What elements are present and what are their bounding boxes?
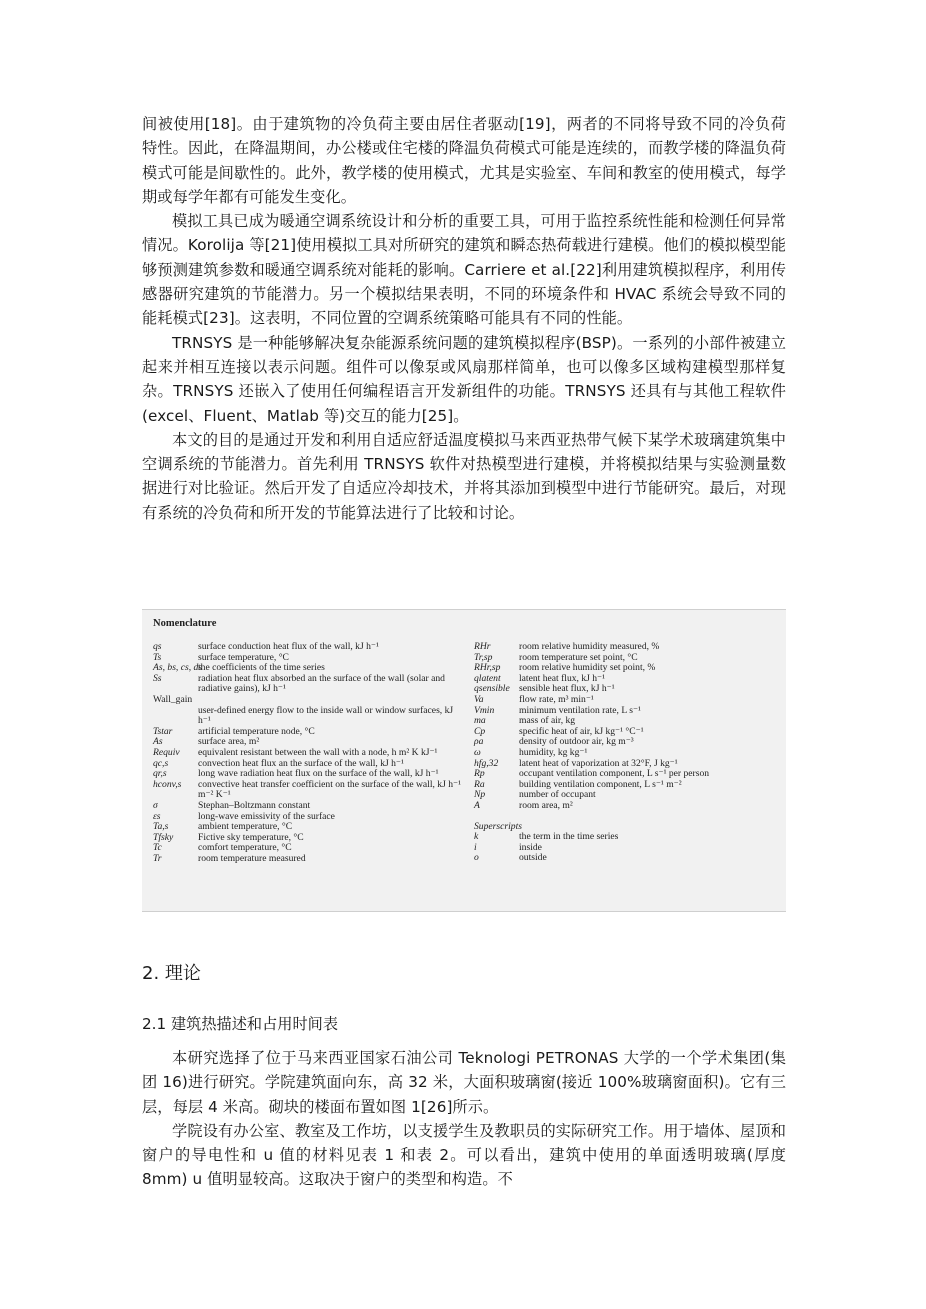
nomenclature-definition: density of outdoor air, kg m⁻³ <box>519 736 634 748</box>
nomenclature-definition: long-wave emissivity of the surface <box>198 810 335 822</box>
paragraph-3: TRNSYS 是一种能够解决复杂能源系统问题的建筑模拟程序(BSP)。一系列的小部件被建立起来并相互连接以表示问题。组件可以像泵或风扇那样简单，也可以像多区域构建模型那样复杂。TRNSYS 还嵌入了使用任何编程语言开发新组件的功能。TRNSYS 还具有与其他工程软件(excel、Fluent、Matlab 等)交互的能力[25]。 <box>142 333 786 425</box>
section-text-block <box>142 1046 786 1192</box>
nomenclature-symbol: Cp <box>474 725 486 737</box>
superscripts-list <box>474 832 779 864</box>
nomenclature-symbol: Rp <box>474 768 485 780</box>
nomenclature-symbol: hconv,s <box>153 778 182 790</box>
nomenclature-row <box>153 706 468 727</box>
nomenclature-definition: long wave radiation heat flux on the surface of the wall, kJ h⁻¹ <box>198 768 439 780</box>
nomenclature-row <box>474 695 779 706</box>
nomenclature-symbol: RHr <box>474 641 491 652</box>
nomenclature-definition: specific heat of air, kJ kg⁻¹ °C⁻¹ <box>519 725 644 737</box>
nomenclature-symbol: As <box>153 736 163 748</box>
nomenclature-definition: the term in the time series <box>519 831 619 843</box>
nomenclature-definition: room temperature measured <box>198 852 306 864</box>
nomenclature-symbol: Requiv <box>153 746 180 758</box>
nomenclature-definition: Fictive sky temperature, °C <box>198 831 304 843</box>
nomenclature-symbol: Va <box>474 693 484 705</box>
nomenclature-row <box>153 854 468 865</box>
nomenclature-symbol: ω <box>474 746 481 758</box>
nomenclature-definition: room relative humidity measured, % <box>519 641 660 652</box>
nomenclature-symbol: RHr,sp <box>474 662 501 674</box>
nomenclature-row <box>474 748 779 759</box>
nomenclature-symbol: As, bs, cs, ds <box>153 662 203 674</box>
nomenclature-symbol: k <box>474 831 479 843</box>
nomenclature-definition: user-defined energy flow to the inside wall or window surfaces, kJ h⁻¹ <box>198 704 454 727</box>
nomenclature-symbol: qsensible <box>474 683 510 695</box>
nomenclature-symbol: qc,s <box>153 757 169 769</box>
nomenclature-definition: ambient temperature, °C <box>198 821 293 833</box>
nomenclature-left-column <box>153 642 468 864</box>
section-heading: 2. 理论 <box>142 963 201 984</box>
paragraph-2: 模拟工具已成为暖通空调系统设计和分析的重要工具，可用于监控系统性能和检测任何异常情况。Korolija 等[21]使用模拟工具对所研究的建筑和瞬态热荷载进行建模。他们的模拟模型能够预测建筑参数和暖通空调系统对能耗的影响。Carriere et al.[22]利用建筑模拟程序，利用传感器研究建筑的节能潜力。另一个模拟结果表明，不同的环境条件和 HVAC 系统会导致不同的能耗模式[23]。这表明，不同位置的空调系统策略可能具有不同的性能。 <box>142 212 786 328</box>
nomenclature-symbol: Ra <box>474 778 485 790</box>
superscripts-title: Superscripts <box>474 820 522 832</box>
nomenclature-symbol: Vmin <box>474 704 495 716</box>
nomenclature-definition: occupant ventilation component, L s⁻¹ per person <box>519 768 710 780</box>
nomenclature-definition: room temperature set point, °C <box>519 651 638 663</box>
nomenclature-definition: flow rate, m³ min⁻¹ <box>519 693 594 705</box>
nomenclature-definition: convection heat flux an the surface of the wall, kJ h⁻¹ <box>198 757 404 769</box>
nomenclature-row <box>474 642 779 653</box>
nomenclature-symbol: σ <box>153 799 158 811</box>
nomenclature-symbol: o <box>474 852 479 864</box>
nomenclature-definition: building ventilation component, L s⁻¹ m⁻² <box>519 778 682 790</box>
nomenclature-symbol: Tstar <box>153 725 173 737</box>
nomenclature-definition: the coefficients of the time series <box>198 662 325 674</box>
nomenclature-symbol: Wall_gain <box>153 693 193 705</box>
nomenclature-symbol: Tfsky <box>153 831 174 843</box>
nomenclature-symbol: ma <box>474 715 486 727</box>
nomenclature-definition: Stephan–Boltzmann constant <box>198 799 311 811</box>
nomenclature-symbol: ρa <box>474 736 484 748</box>
nomenclature-definition: outside <box>519 852 547 864</box>
nomenclature-row <box>153 801 468 812</box>
paragraph-1: 间被使用[18]。由于建筑物的冷负荷主要由居住者驱动[19]，两者的不同将导致不同的冷负荷特性。因此，在降温期间，办公楼或住宅楼的降温负荷模式可能是连续的，而教学楼的降温负荷模式可能是间歇性的。此外，教学楼的使用模式，尤其是实验室、车间和教室的使用模式，每学期或每学年都有可能发生变化。 <box>142 115 786 206</box>
nomenclature-symbol: Ss <box>153 672 162 684</box>
nomenclature-definition: equivalent resistant between the wall with a node, h m² K kJ⁻¹ <box>198 746 438 758</box>
nomenclature-definition: sensible heat flux, kJ h⁻¹ <box>519 683 615 695</box>
nomenclature-definition: mass of air, kg <box>519 715 576 727</box>
nomenclature-row <box>153 780 468 801</box>
nomenclature-definition: number of occupant <box>519 789 596 801</box>
nomenclature-symbol: qlatent <box>474 672 501 684</box>
nomenclature-definition: humidity, kg kg⁻¹ <box>519 746 588 758</box>
nomenclature-definition: artificial temperature node, °C <box>198 725 315 737</box>
nomenclature-definition: comfort temperature, °C <box>198 842 292 854</box>
nomenclature-definition: room area, m² <box>519 799 573 811</box>
nomenclature-definition: radiation heat flux absorbed an the surface of the wall (solar and radiative gains), kJ h⁻¹ <box>198 672 445 695</box>
nomenclature-definition: latent heat of vaporization at 32°F, J kg⁻¹ <box>519 757 678 769</box>
nomenclature-row <box>474 853 779 864</box>
nomenclature-symbol: hfg,32 <box>474 757 499 769</box>
nomenclature-symbol: qr,s <box>153 768 167 780</box>
sub-heading: 2.1 建筑热描述和占用时间表 <box>142 1015 339 1033</box>
nomenclature-row <box>153 695 468 706</box>
nomenclature-row <box>474 801 779 812</box>
nomenclature-symbol: qs <box>153 641 162 652</box>
nomenclature-symbol: Tr,sp <box>474 651 493 663</box>
nomenclature-definition: convective heat transfer coefficient on the surface of the wall, kJ h⁻¹ m⁻² K⁻¹ <box>198 778 461 801</box>
nomenclature-box <box>142 609 786 912</box>
nomenclature-symbol: Tr <box>153 852 162 864</box>
nomenclature-symbol: Ta,s <box>153 821 169 833</box>
nomenclature-definition: surface area, m² <box>198 736 260 748</box>
nomenclature-symbol: A <box>474 799 480 811</box>
paragraph-4: 本文的目的是通过开发和利用自适应舒适温度模拟马来西亚热带气候下某学术玻璃建筑集中空调系统的节能潜力。首先利用 TRNSYS 软件对热模型进行建模，并将模拟结果与实验测量数据进行对比验证。然后开发了自适应冷却技术，并将其添加到模型中进行节能研究。最后，对现有系统的冷负荷和所开发的节能算法进行了比较和讨论。 <box>142 430 786 522</box>
nomenclature-definition: inside <box>519 841 542 853</box>
nomenclature-definition: surface conduction heat flux of the wall, kJ h⁻¹ <box>198 641 379 652</box>
nomenclature-definition: room relative humidity set point, % <box>519 662 656 674</box>
nomenclature-row <box>153 642 468 653</box>
paragraph-5: 本研究选择了位于马来西亚国家石油公司 Teknologi PETRONAS 大学的一个学术集团(集团 16)进行研究。学院建筑面向东，高 32 米，大面积玻璃窗(接近 100%玻璃窗面积)。它有三层，每层 4 米高。砌块的楼面布置如图 1[26]所示。 <box>142 1049 786 1116</box>
nomenclature-symbol: Ts <box>153 651 162 663</box>
nomenclature-right-list <box>474 642 779 812</box>
nomenclature-title: Nomenclature <box>153 618 217 629</box>
nomenclature-row <box>153 674 468 695</box>
nomenclature-symbol: εs <box>153 810 161 822</box>
nomenclature-definition: surface temperature, °C <box>198 651 289 663</box>
nomenclature-symbol: Tc <box>153 842 162 854</box>
nomenclature-symbol: i <box>474 841 477 853</box>
nomenclature-right-column <box>474 642 779 864</box>
nomenclature-definition: latent heat flux, kJ h⁻¹ <box>519 672 606 684</box>
nomenclature-definition: minimum ventilation rate, L s⁻¹ <box>519 704 641 716</box>
paragraph-6: 学院设有办公室、教室及工作坊，以支援学生及教职员的实际研究工作。用于墙体、屋顶和窗户的导电性和 u 值的材料见表 1 和表 2。可以看出，建筑中使用的单面透明玻璃(厚度 8mm) u 值明显较高。这取决于窗户的类型和构造。不 <box>142 1121 786 1189</box>
intro-text-block <box>142 112 786 525</box>
nomenclature-symbol: Np <box>474 789 486 801</box>
nomenclature-row <box>153 748 468 759</box>
